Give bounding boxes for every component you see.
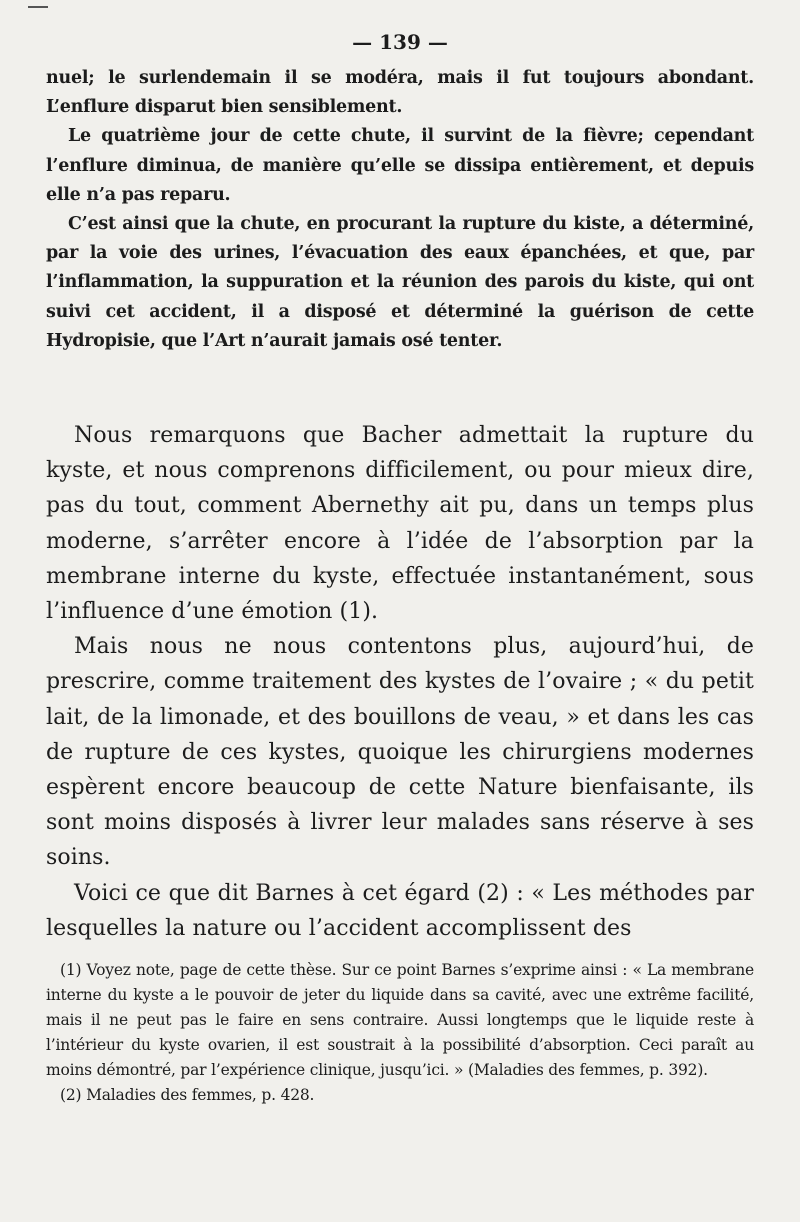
body-paragraph-2: Mais nous ne nous contentons plus, aujourd’hui, de prescrire, comme traitement des kystes de l’ovaire ; « du petit lait, de la limonade, et des bouillons de veau, » et dans les cas de rupture de ces kystes, quoique les chirurgiens modernes espèrent encore beaucoup de cette Nature bienfaisante, ils sont moins disposés à livrer leur malades sans réserve à ses soins. <box>46 634 754 871</box>
quote-paragraph-1: nuel; le surlendemain il se modéra, mais il fut toujours abondant. L’enflure disparut bien sensiblement. <box>46 68 754 118</box>
quote-paragraph-3: C’est ainsi que la chute, en procurant la rupture du kiste, a déterminé, par la voie des urines, l’évacuation des eaux épanchées, et que, par l’inflammation, la suppuration et la réunion des parois du kiste, qui ont suivi cet accident, il a disposé et déterminé la guérison de cette Hydropisie, que l’Art n’aurait jamais osé tenter. <box>46 214 754 351</box>
footnote-1: (1) Voyez note, page de cette thèse. Sur ce point Barnes s’exprime ainsi : « La membrane interne du kyste a le pouvoir de jeter du liquide dans sa cavité, avec une extrême facilité, mais il ne peut pas le faire en sens contraire. Aussi longtemps que le liquide reste à l’intérieur du kyste ovarien, il est soustrait à la possibilité d’absorption. Ceci paraît au moins démontré, par l’expérience clinique, jusqu’ici. » (Maladies des femmes, p. 392). <box>46 961 754 1079</box>
body-paragraph-1: Nous remarquons que Bacher admettait la rupture du kyste, et nous comprenons difficilement, ou pour mieux dire, pas du tout, comment Abernethy ait pu, dans un temps plus moderne, s’arrêter encore à l’idée de l’absorption par la membrane interne du kyste, effectuée instantanément, sous l’influence d’une émotion (1). <box>46 423 754 625</box>
quote-paragraph-2: Le quatrième jour de cette chute, il survint de la fièvre; cependant l’enflure diminua, de manière qu’elle se dissipa entièrement, et depuis elle n’a pas reparu. <box>46 126 754 205</box>
quoted-case-text <box>46 64 754 356</box>
footnote-2: (2) Maladies des femmes, p. 428. <box>60 1086 315 1104</box>
body-paragraph-3: Voici ce que dit Barnes à cet égard (2) : « Les méthodes par lesquelles la nature ou l’accident accomplissent des <box>46 880 754 941</box>
main-text <box>46 418 754 946</box>
page-number: — 139 — <box>352 30 448 54</box>
margin-mark <box>28 6 48 8</box>
footnotes <box>46 958 754 1108</box>
